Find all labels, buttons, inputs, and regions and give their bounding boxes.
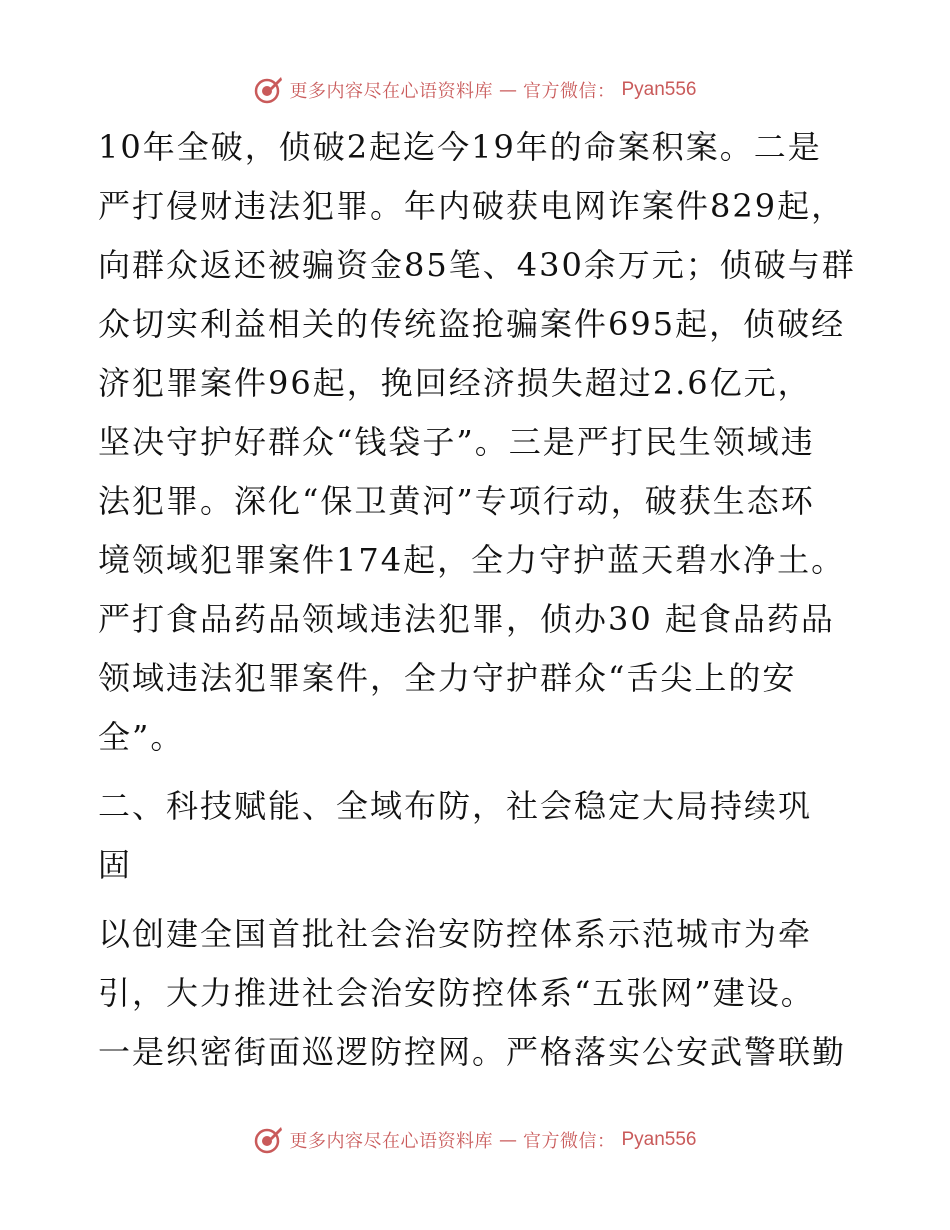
- paragraph-line: 境领域犯罪案件174起，全力守护蓝天碧水净土。: [98, 541, 846, 579]
- watermark-contact: 官方微信：: [522, 1131, 616, 1152]
- paragraph-line: 严打食品药品领域违法犯罪，侦办30 起食品药品: [98, 600, 835, 638]
- paragraph-line: 济犯罪案件96起，挽回经济损失超过2.6亿元，: [98, 364, 812, 402]
- paragraph-line: 众切实利益相关的传统盗抢骗案件695起，侦破经: [98, 305, 846, 343]
- paragraph-line: 向群众返还被骗资金85笔、430余万元；侦破与群: [98, 246, 856, 284]
- watermark-separator: —: [498, 79, 517, 101]
- watermark-text: 更多内容尽在心语资料库: [289, 1131, 493, 1152]
- paragraph-line: 以创建全国首批社会治安防控体系示范城市为牵: [98, 915, 813, 953]
- watermark-id: Pyan556: [621, 1129, 697, 1150]
- paragraph-line: 严打侵财违法犯罪。年内破获电网诈案件829起，: [98, 187, 846, 225]
- paragraph-gap: [98, 767, 868, 777]
- paragraph-line: 10年全破，侦破2起迄今19年的命案积案。二是: [98, 128, 822, 166]
- watermark-text: 更多内容尽在心语资料库: [289, 81, 493, 102]
- watermark-logo-icon: [253, 75, 283, 105]
- watermark-separator: —: [498, 1129, 517, 1151]
- paragraph-line: 坚决守护好群众“钱袋子”。三是严打民生领域违: [98, 423, 815, 461]
- watermark-contact: 官方微信：: [522, 81, 616, 102]
- document-body: [98, 118, 868, 1082]
- paragraph-line: 领域违法犯罪案件，全力守护群众“舌尖上的安: [98, 659, 797, 697]
- paragraph-line: 全”。: [98, 718, 185, 756]
- paragraph-gap: [98, 895, 868, 905]
- watermark-footer: [0, 1120, 950, 1160]
- section-heading-line: 固: [98, 846, 133, 884]
- watermark-header: [0, 70, 950, 110]
- watermark-logo-icon: [253, 1125, 283, 1155]
- paragraph-line: 法犯罪。深化“保卫黄河”专项行动，破获生态环: [98, 482, 815, 520]
- watermark-id: Pyan556: [621, 79, 697, 100]
- section-heading-line: 二、科技赋能、全域布防，社会稳定大局持续巩: [98, 787, 813, 825]
- paragraph-line: 引，大力推进社会治安防控体系“五张网”建设。: [98, 974, 815, 1012]
- paragraph-line: 一是织密街面巡逻防控网。严格落实公安武警联勤: [98, 1033, 847, 1071]
